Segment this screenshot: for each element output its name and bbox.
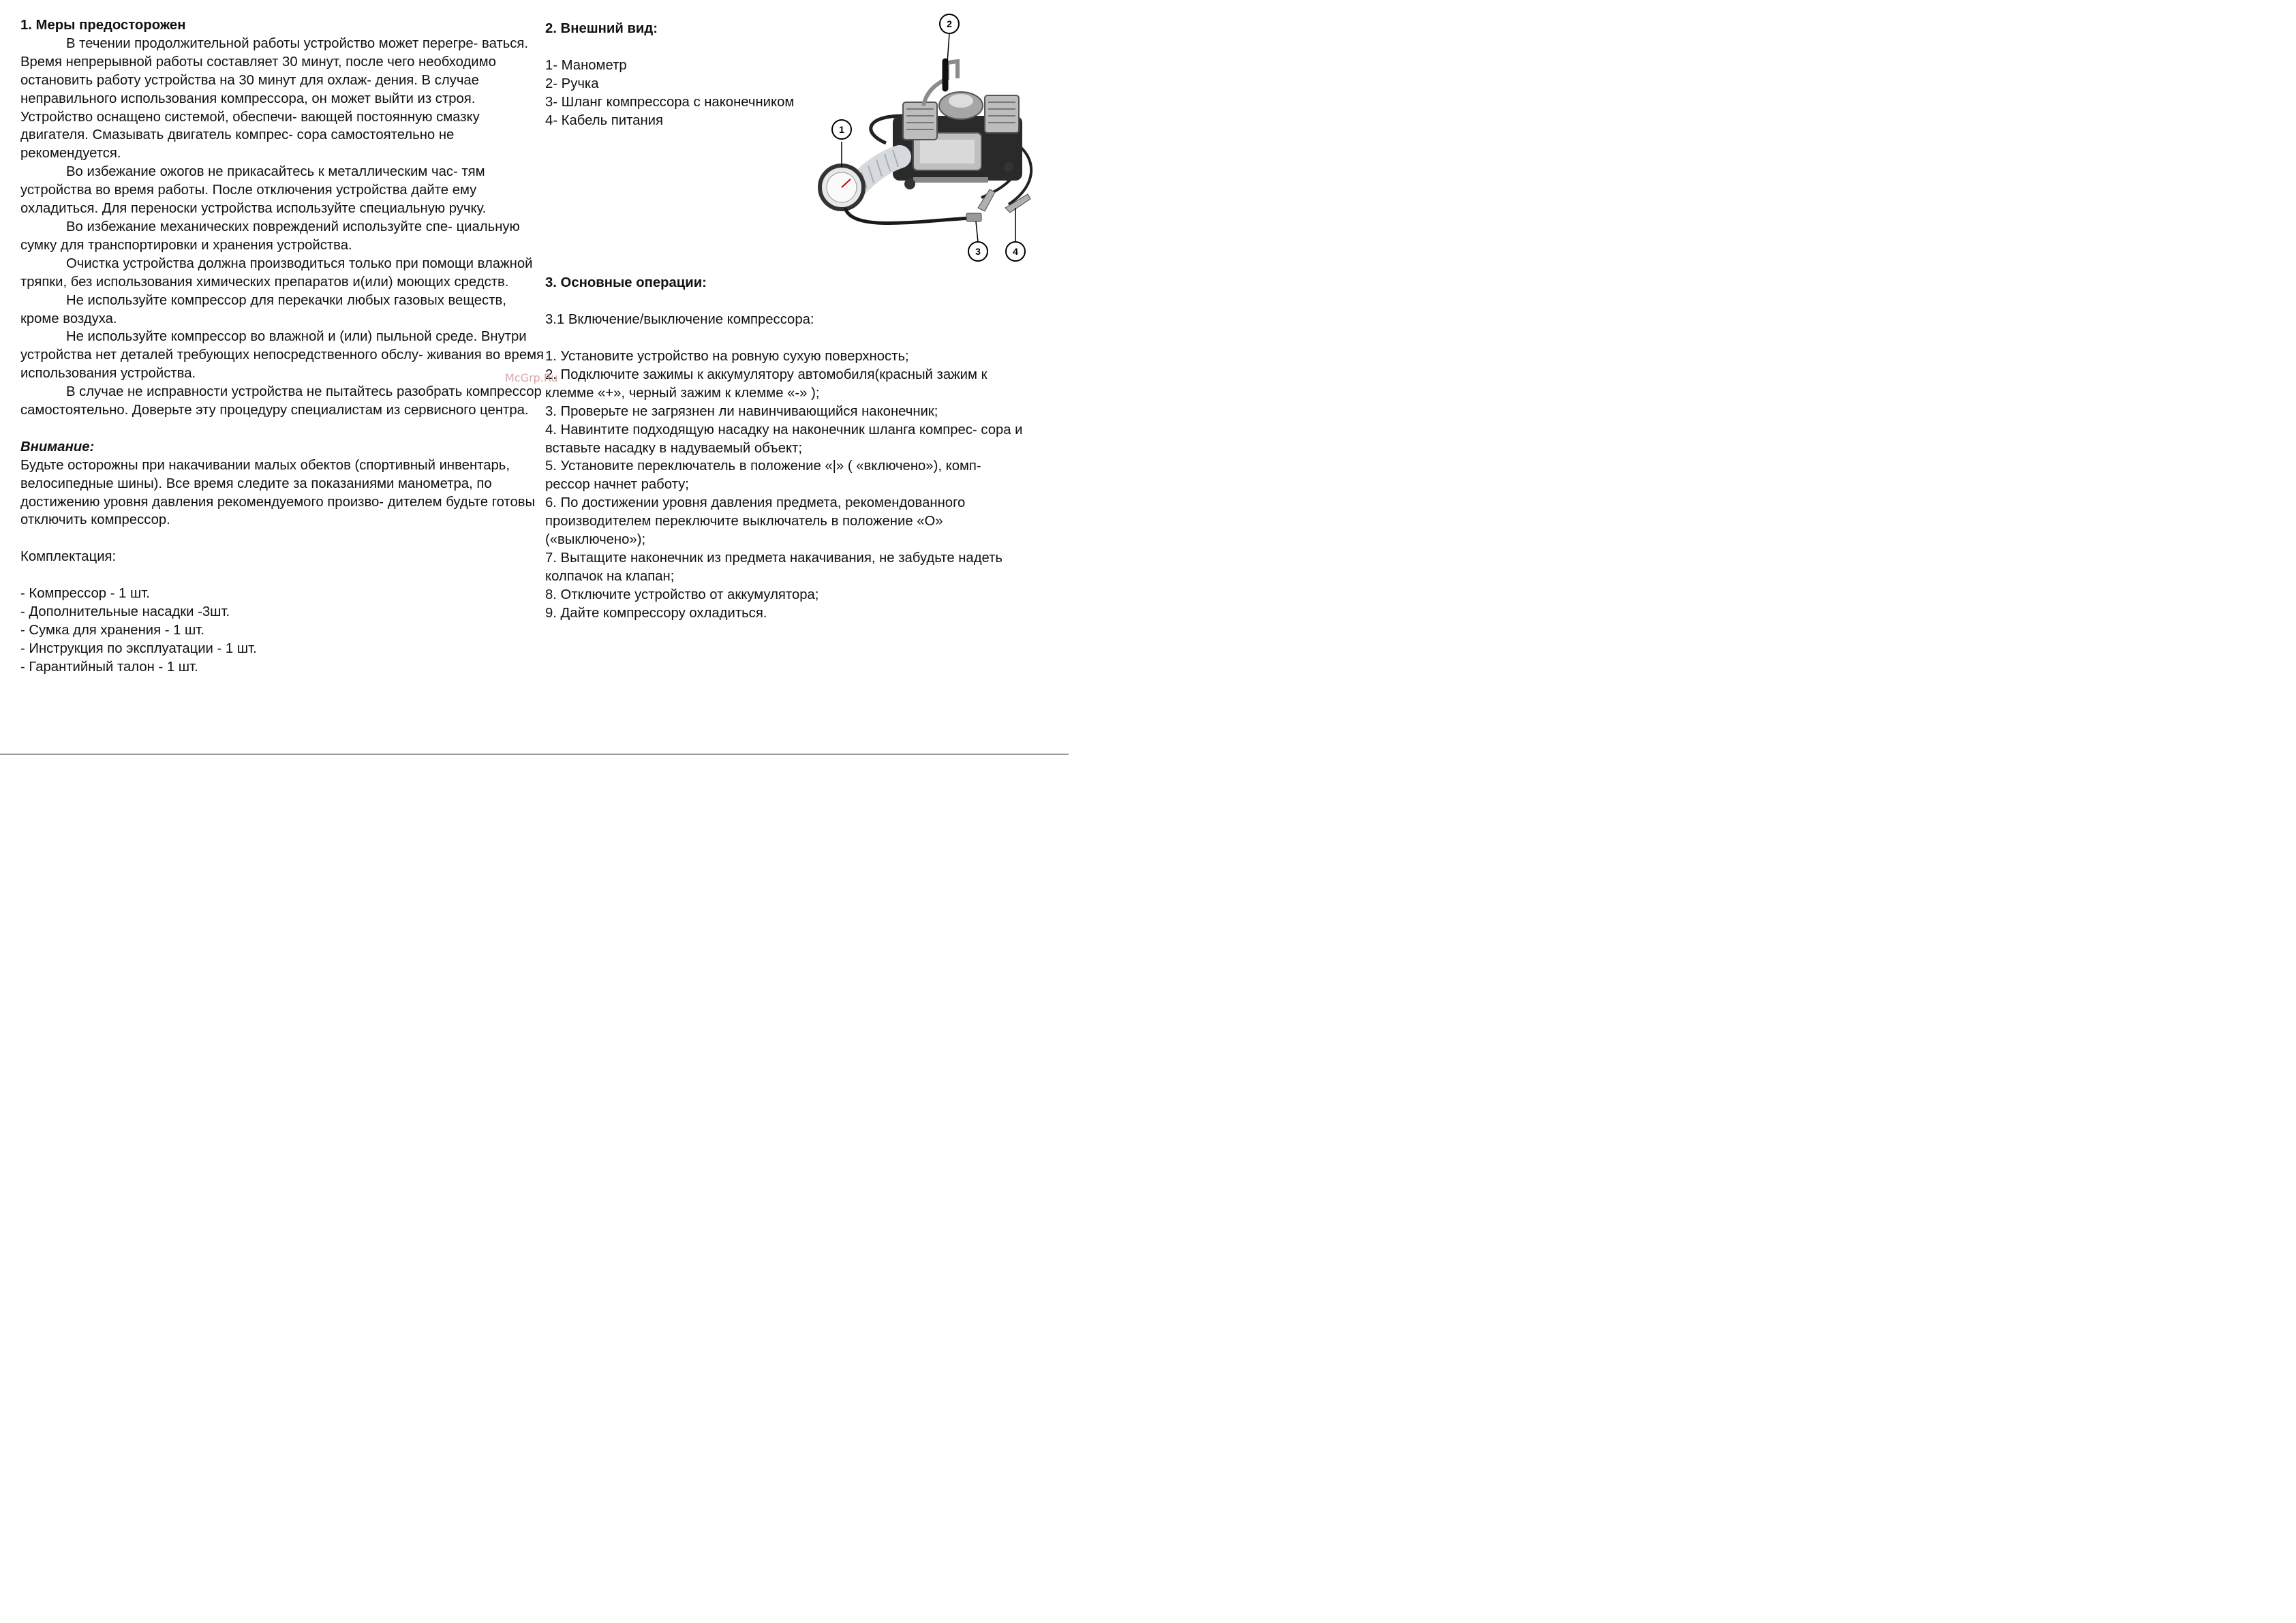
precaution-paragraph: Не используйте компрессор для перекачки любых газовых веществ, кроме воздуха. xyxy=(20,292,506,326)
precaution-paragraph: Во избежание механических повреждений используйте спе- циальную сумку для транспортировки и хранения устройства. xyxy=(20,219,520,253)
kit-item: - Компрессор - 1 шт. xyxy=(20,586,150,602)
section-2-heading: 2. Внешний вид: xyxy=(545,21,658,36)
precaution-paragraph: В случае не исправности устройства не пытайтесь разобрать компрессор самостоятельно. Доверьте эту процедуру специалистам из сервисного центра. xyxy=(20,384,542,418)
attention-heading: Внимание: xyxy=(20,439,95,454)
step-item: 3. Проверьте не загрязнен ли навинчивающийся наконечник; xyxy=(545,403,938,419)
section-3-heading: 3. Основные операции: xyxy=(545,275,707,291)
steps-list xyxy=(545,347,1029,623)
step-item: 8. Отключите устройство от аккумулятора; xyxy=(545,587,819,602)
svg-text:3: 3 xyxy=(975,246,981,257)
callout-3 xyxy=(968,221,988,261)
callout-2 xyxy=(940,14,959,63)
appearance-item: 4- Кабель питания xyxy=(545,112,663,128)
step-item: 7. Вытащите наконечник из предмета накачивания, не забудьте надеть колпачок на клапан; xyxy=(545,550,1003,584)
step-item: 6. По достижении уровня давления предмета, рекомендованного производителем переключите выключатель в положение «О» («выключено»); xyxy=(545,495,966,548)
callout-1 xyxy=(832,120,851,167)
step-item: 5. Установите переключатель в положение «|» ( «включено»), комп- рессор начнет работу; xyxy=(545,459,981,493)
page-bottom-rule xyxy=(0,754,1069,755)
step-item: 1. Установите устройство на ровную сухую поверхность; xyxy=(545,349,909,365)
svg-text:4: 4 xyxy=(1013,246,1018,257)
left-column xyxy=(20,16,545,677)
kit-item: - Инструкция по эксплуатации - 1 шт. xyxy=(20,640,257,656)
precaution-paragraph: Во избежание ожогов не прикасайтесь к металлическим час- тям устройства во время работы. После отключения устройства дайте ему охладиться. Для переноски устройства используйте специальную ручку. xyxy=(20,164,487,217)
operations-subheading: 3.1 Включение/выключение компрессора: xyxy=(545,312,814,328)
appearance-item: 3- Шланг компрессора с наконечником xyxy=(545,94,795,110)
precaution-paragraph: В течении продолжительной работы устройство может перегре- ваться. Время непрерывной работы составляет 30 минут, после чего необходимо остановить работу устройства на 30 минут для охлаж- дения. В случае неправильного использования компрессора, он может выйти из строя. Устройство оснащено системой, обеспечи- вающей постоянную смазку двигателя. Смазывать двигатель компрес- сора самостоятельно не рекомендуется. xyxy=(20,35,529,161)
compressor-illustration xyxy=(811,14,1043,266)
kit-item: - Гарантийный талон - 1 шт. xyxy=(20,659,198,675)
kit-list xyxy=(20,585,545,677)
kit-item: - Сумка для хранения - 1 шт. xyxy=(20,622,204,638)
appearance-item: 2- Ручка xyxy=(545,76,599,91)
attention-text: Будьте осторожны при накачивании малых обектов (спортивный инвентарь, велосипедные шины). Все время следите за показаниями манометра, по достижению уровня давления рекомендуемого произво- дителем будьте готовы отключить компрессор. xyxy=(20,457,536,528)
step-item: 4. Навинтите подходящую насадку на наконечник шланга компрес- сора и вставьте насадку в надуваемый объект; xyxy=(545,422,1023,456)
svg-text:2: 2 xyxy=(947,18,952,29)
kit-heading: Комплектация: xyxy=(20,549,117,565)
precaution-paragraph: Очистка устройства должна производиться только при помощи влажной тряпки, без использования химических препаратов и(или) моющих средств. xyxy=(20,256,533,290)
svg-text:1: 1 xyxy=(839,124,844,135)
callout-4 xyxy=(1006,208,1025,261)
appearance-item: 1- Манометр xyxy=(545,57,627,73)
precaution-paragraph: Не используйте компрессор во влажной и (или) пыльной среде. Внутри устройства нет деталей требующих непосредственного обслу- живания во время использования устройства. xyxy=(20,329,545,382)
step-item: 9. Дайте компрессору охладиться. xyxy=(545,605,767,621)
section-1-heading: 1. Меры предосторожен xyxy=(20,18,186,33)
watermark: McGrp.Ru xyxy=(505,371,558,384)
step-item: 2. Подключите зажимы к аккумулятору автомобиля(красный зажим к клемме «+», черный зажим к клемме «-» ); xyxy=(545,367,988,401)
kit-item: - Дополнительные насадки -3шт. xyxy=(20,604,230,619)
